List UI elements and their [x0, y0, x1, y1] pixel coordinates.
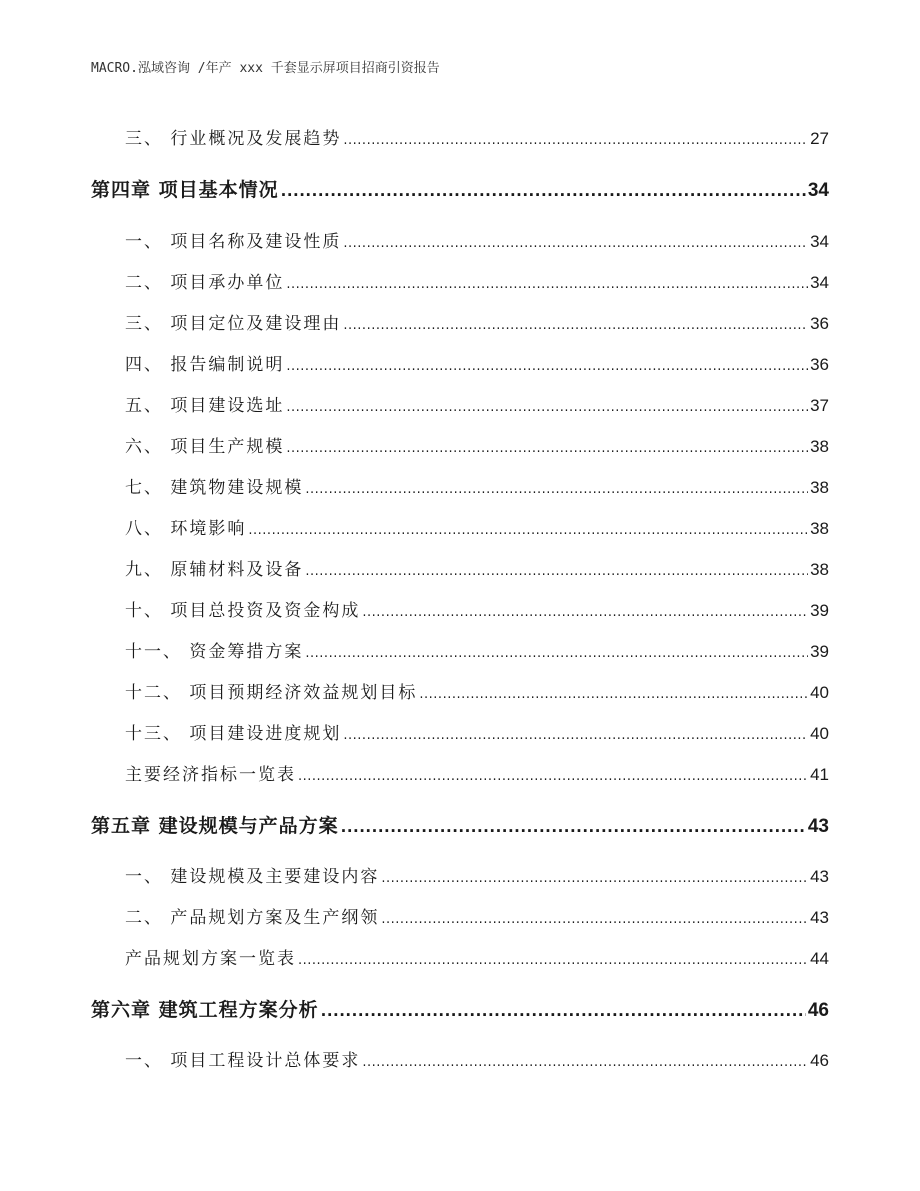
toc-entry-page: 34 [810, 232, 829, 251]
toc-entry-page: 37 [810, 396, 829, 415]
page-header: MACRO.泓域咨询 /年产 xxx 千套显示屏项目招商引资报告 [91, 61, 440, 76]
toc-leader-dots [286, 277, 808, 292]
toc-entry-page: 38 [810, 478, 829, 497]
toc-entry-page: 36 [810, 314, 829, 333]
toc-entry-label: 十、 项目总投资及资金构成 [125, 601, 361, 621]
toc-entry[interactable] [125, 432, 829, 457]
toc-leader-dots [362, 1055, 808, 1070]
toc-leader-dots [286, 359, 808, 374]
toc-chapter-label: 第六章 建筑工程方案分析 [91, 999, 319, 1021]
toc-chapter[interactable] [91, 811, 829, 838]
toc-entry[interactable] [125, 473, 829, 498]
toc-entry-page: 40 [810, 683, 829, 702]
toc-entry[interactable] [125, 944, 829, 969]
toc-leader-dots [381, 871, 808, 886]
toc-entry[interactable] [125, 678, 829, 703]
toc-leader-dots [321, 1002, 806, 1020]
toc-entry[interactable] [125, 514, 829, 539]
toc-leader-dots [343, 728, 808, 743]
toc-leader-dots [298, 769, 808, 784]
toc-leader-dots [305, 646, 808, 661]
toc-entry[interactable] [125, 350, 829, 375]
toc-chapter[interactable] [91, 995, 829, 1022]
toc-entry-page: 27 [810, 129, 829, 148]
toc-entry-page: 38 [810, 437, 829, 456]
toc-entry-label: 十二、 项目预期经济效益规划目标 [125, 683, 418, 703]
toc-entry-page: 36 [810, 355, 829, 374]
toc-leader-dots [305, 482, 808, 497]
toc-entry-page: 39 [810, 601, 829, 620]
toc-entry-label: 产品规划方案一览表 [125, 949, 296, 969]
toc-entry-label: 一、 项目工程设计总体要求 [125, 1051, 361, 1071]
toc-entry-page: 40 [810, 724, 829, 743]
toc-leader-dots [286, 400, 808, 415]
toc-entry[interactable] [125, 637, 829, 662]
toc-entry-label: 七、 建筑物建设规模 [125, 478, 304, 498]
toc-leader-dots [381, 912, 808, 927]
toc-leader-dots [305, 564, 808, 579]
toc-entry-label: 四、 报告编制说明 [125, 355, 285, 375]
toc-leader-dots [362, 605, 808, 620]
toc-chapter-page: 43 [807, 816, 829, 837]
toc-entry-label: 主要经济指标一览表 [125, 765, 296, 785]
toc-entry-page: 43 [810, 908, 829, 927]
toc-entry-page: 46 [810, 1051, 829, 1070]
toc-leader-dots [343, 236, 808, 251]
toc-entry[interactable] [125, 391, 829, 416]
toc-entry-label: 二、 项目承办单位 [125, 273, 285, 293]
toc-entry[interactable] [125, 903, 829, 928]
toc-chapter-label: 第四章 项目基本情况 [91, 179, 279, 201]
toc-entry-label: 二、 产品规划方案及生产纲领 [125, 908, 380, 928]
toc-leader-dots [419, 687, 808, 702]
toc-entry[interactable] [125, 227, 829, 252]
toc-entry-page: 43 [810, 867, 829, 886]
toc-entry-label: 三、 项目定位及建设理由 [125, 314, 342, 334]
toc-entry-label: 八、 环境影响 [125, 519, 247, 539]
toc-chapter-page: 34 [807, 180, 829, 201]
toc-entry[interactable] [125, 309, 829, 334]
toc-leader-dots [248, 523, 808, 538]
toc-entry[interactable] [125, 596, 829, 621]
toc-entry-label: 一、 建设规模及主要建设内容 [125, 867, 380, 887]
toc-entry-page: 38 [810, 519, 829, 538]
toc-entry-label: 十三、 项目建设进度规划 [125, 724, 342, 744]
toc-entry-label: 九、 原辅材料及设备 [125, 560, 304, 580]
toc-entry-page: 41 [810, 765, 829, 784]
toc-chapter-label: 第五章 建设规模与产品方案 [91, 815, 339, 837]
toc-entry-label: 五、 项目建设选址 [125, 396, 285, 416]
toc-entry[interactable] [125, 268, 829, 293]
toc-entry[interactable] [125, 760, 829, 785]
toc-entry[interactable] [125, 1046, 829, 1071]
toc-entry-page: 34 [810, 273, 829, 292]
toc-entry-page: 38 [810, 560, 829, 579]
toc-chapter-page: 46 [807, 1000, 829, 1021]
toc-leader-dots [343, 133, 808, 148]
toc-chapter[interactable] [91, 175, 829, 202]
toc-leader-dots [341, 818, 806, 836]
toc-entry-label: 三、 行业概况及发展趋势 [125, 129, 342, 149]
toc-leader-dots [343, 318, 808, 333]
toc-entry-label: 十一、 资金筹措方案 [125, 642, 304, 662]
toc-entry[interactable] [125, 124, 829, 149]
toc-leader-dots [298, 953, 808, 968]
toc-entry[interactable] [125, 862, 829, 887]
toc-entry-label: 一、 项目名称及建设性质 [125, 232, 342, 252]
toc-leader-dots [286, 441, 808, 456]
toc-leader-dots [281, 182, 806, 200]
toc-entry[interactable] [125, 719, 829, 744]
toc-entry-label: 六、 项目生产规模 [125, 437, 285, 457]
toc-entry-page: 39 [810, 642, 829, 661]
toc-entry[interactable] [125, 555, 829, 580]
toc-entry-page: 44 [810, 949, 829, 968]
